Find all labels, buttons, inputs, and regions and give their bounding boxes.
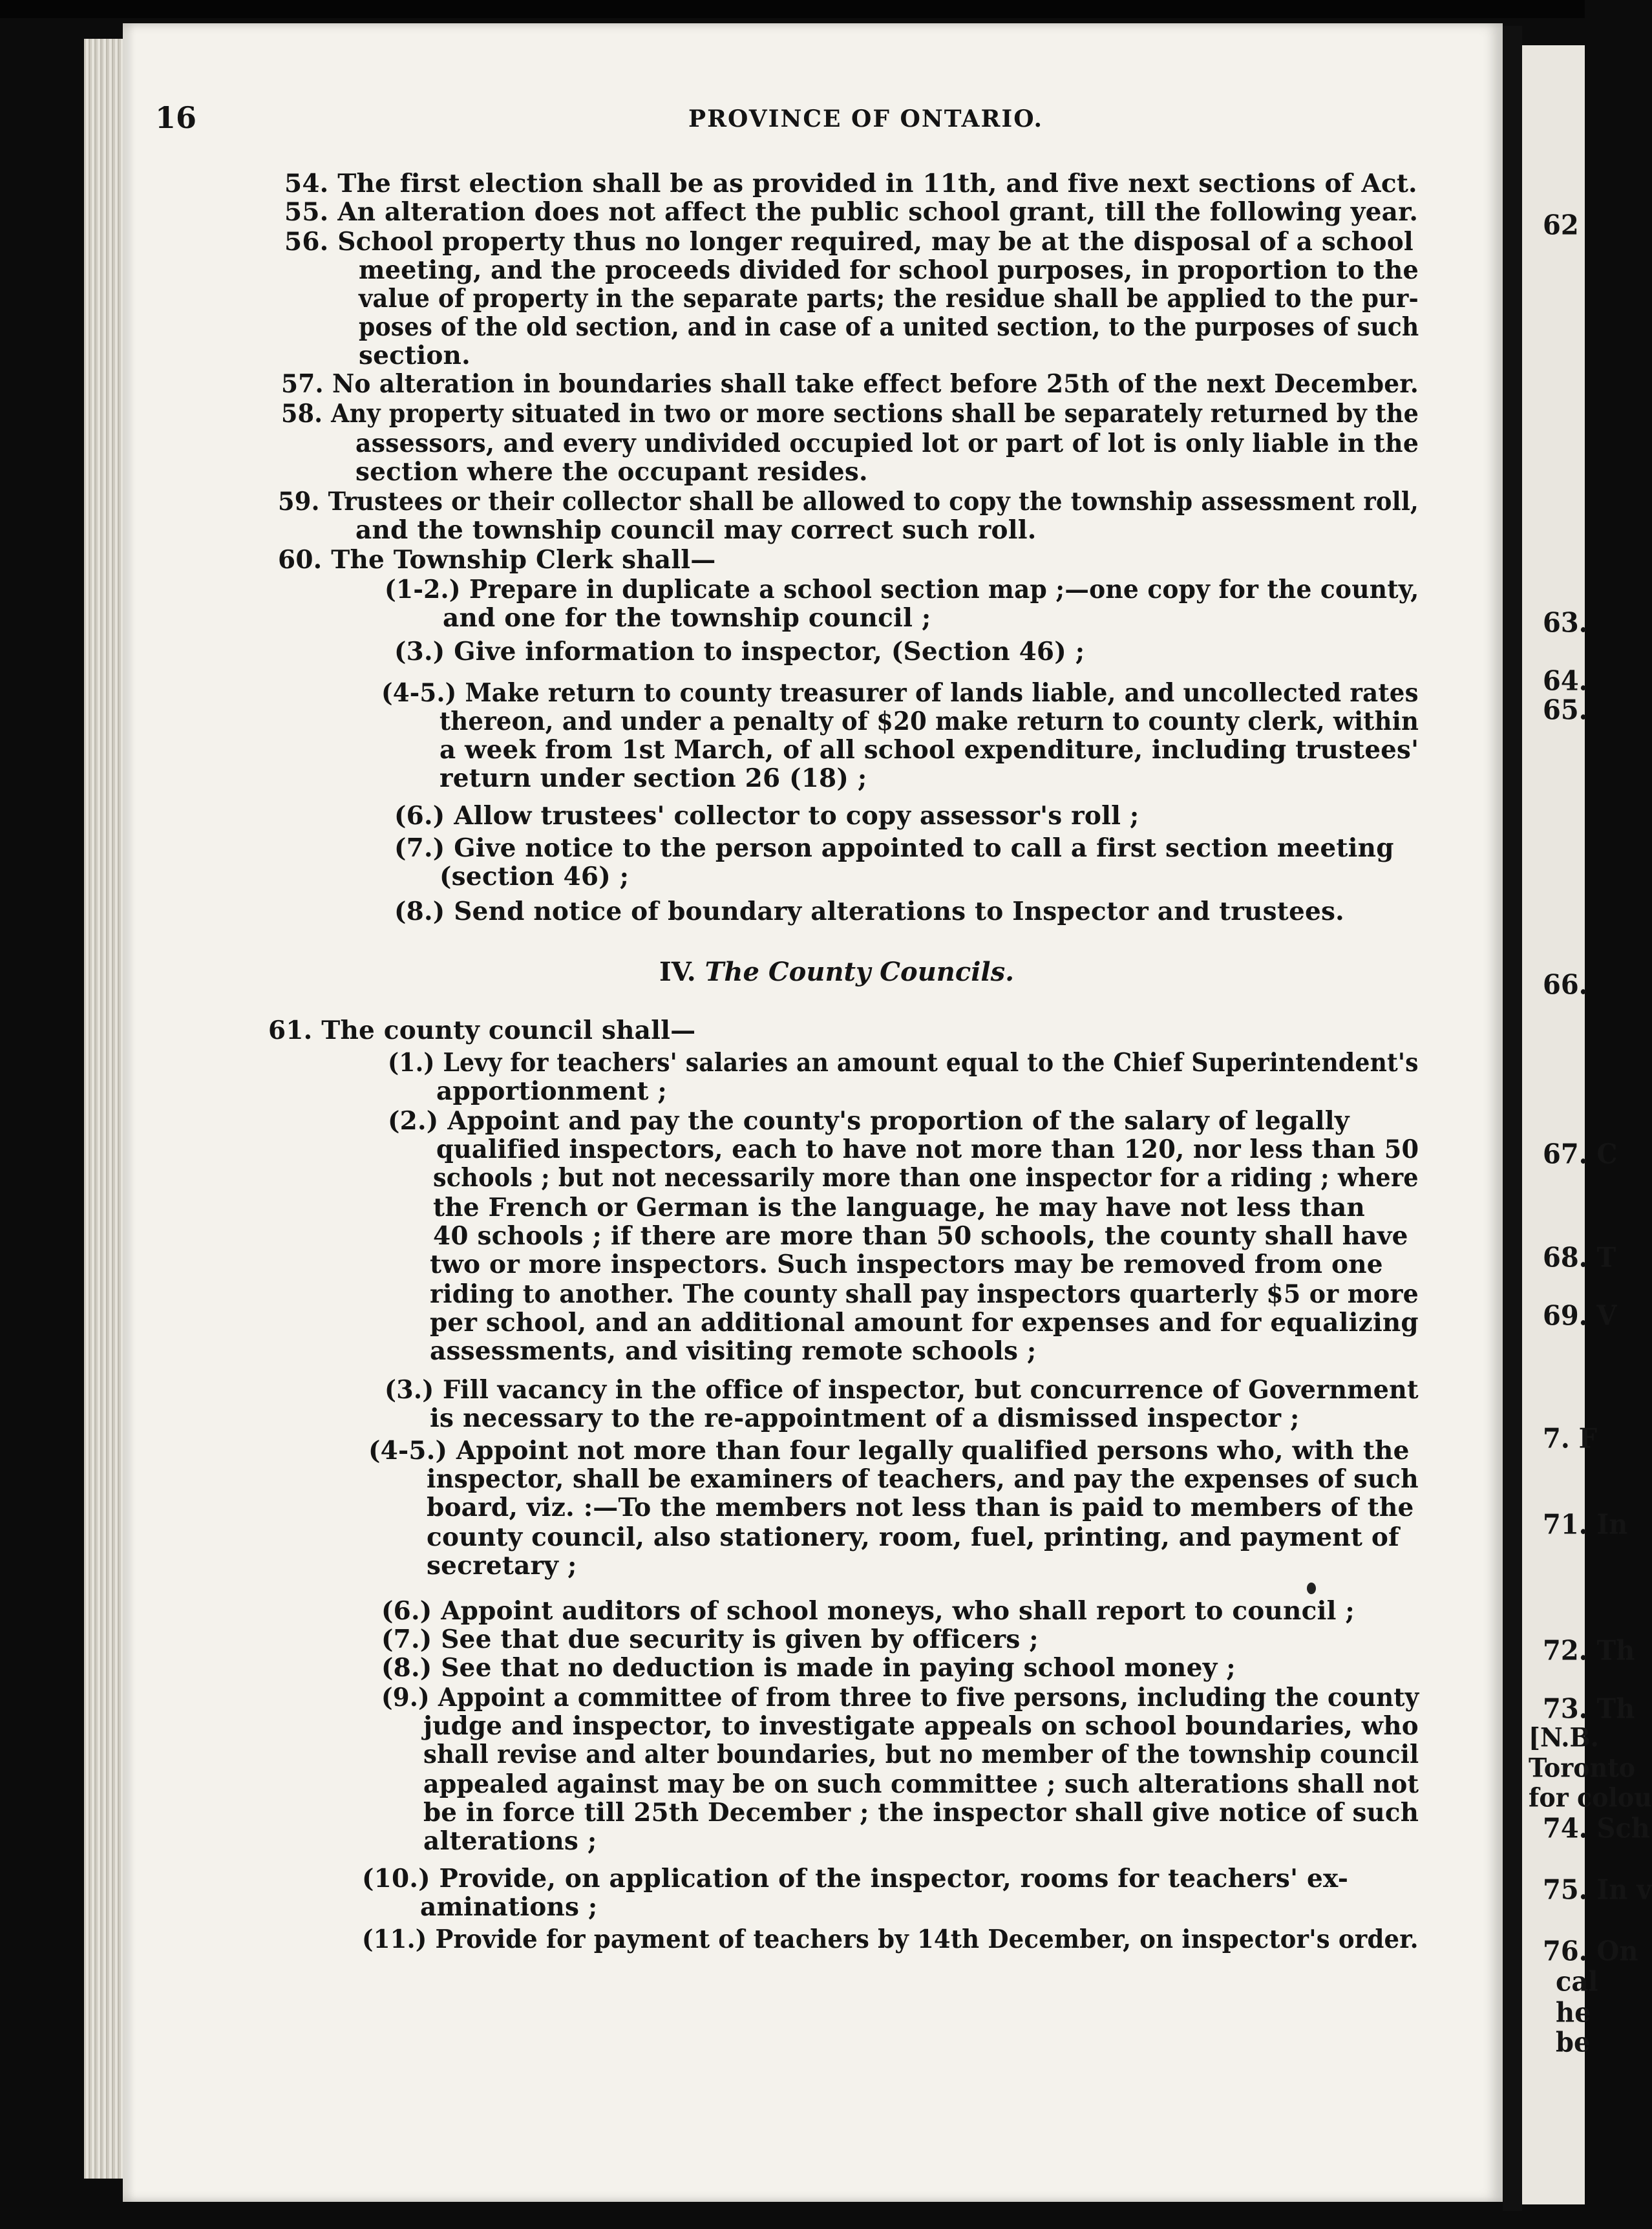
text-line: (2.) Appoint and pay the county's proportion of the salary of legally (388, 1106, 1350, 1136)
text-line: assessments, and visiting remote schools ; (430, 1336, 1037, 1366)
text-line: shall revise and alter boundaries, but no member of the township council (423, 1740, 1419, 1769)
text-line: (11.) Provide for payment of teachers by 14th December, on inspector's order. (362, 1925, 1419, 1954)
facing-line: 66. (1543, 968, 1588, 1001)
facing-line: 65. (1543, 694, 1588, 727)
text-line: county council, also stationery, room, fuel, printing, and payment of (427, 1522, 1400, 1552)
facing-line: 7. F (1543, 1422, 1598, 1455)
facing-line: he (1556, 1996, 1591, 2029)
text-line: (8.) Send notice of boundary alterations to Inspector and trustees. (394, 897, 1344, 926)
facing-line: 71. In (1543, 1508, 1628, 1541)
text-line: 57. No alteration in boundaries shall take effect before 25th of the next December. (281, 369, 1419, 399)
text-line: is necessary to the re-appointment of a dismissed inspector ; (430, 1403, 1300, 1433)
text-line: board, viz. :—To the members not less than is paid to members of the (427, 1493, 1414, 1522)
text-line: (7.) See that due security is given by officers ; (381, 1625, 1039, 1654)
text-line: (6.) Allow trustees' collector to copy assessor's roll ; (394, 801, 1139, 831)
text-line: thereon, and under a penalty of $20 make return to county clerk, within (439, 707, 1419, 736)
facing-line: 72. Th (1543, 1634, 1635, 1667)
text-line: secretary ; (427, 1551, 577, 1581)
facing-line: 62 (1543, 209, 1579, 242)
facing-line: Toronto (1529, 1752, 1636, 1784)
text-line: the French or German is the language, he may have not less than (433, 1193, 1365, 1222)
text-line: section where the occupant resides. (355, 457, 868, 487)
text-line: (10.) Provide, on application of the inspector, rooms for teachers' ex- (362, 1864, 1349, 1893)
text-line: qualified inspectors, each to have not more than 120, nor less than 50 (436, 1135, 1419, 1164)
ink-fleck (1307, 1583, 1316, 1594)
facing-line: cal (1556, 1965, 1598, 1998)
facing-line: 67. C (1543, 1138, 1618, 1171)
text-line: (6.) Appoint auditors of school moneys, who shall report to council ; (381, 1596, 1355, 1626)
text-line: section. (359, 341, 471, 370)
section-heading (659, 957, 1014, 987)
facing-line: 73. Th (1543, 1692, 1635, 1725)
text-line: meeting, and the proceeds divided for school purposes, in proportion to the (359, 255, 1419, 285)
running-head: PROVINCE OF ONTARIO. (688, 105, 1044, 133)
facing-line: 63. (1543, 606, 1588, 639)
page-number: 16 (155, 100, 197, 135)
text-line: 56. School property thus no longer required, may be at the disposal of a school (284, 227, 1414, 257)
text-line: inspector, shall be examiners of teachers, and pay the expenses of such (427, 1464, 1419, 1494)
text-line: apportionment ; (436, 1076, 667, 1106)
text-line: judge and inspector, to investigate appeals on school boundaries, who (423, 1711, 1419, 1741)
text-line: 55. An alteration does not affect the public school grant, till the following year. (284, 197, 1419, 227)
text-line: 58. Any property situated in two or more sections shall be separately returned by the (281, 399, 1419, 429)
facing-line: 64. (1543, 665, 1588, 698)
section-numeral: IV. (659, 957, 696, 987)
facing-line: 74. Sch (1543, 1812, 1650, 1845)
facing-line: for colou (1529, 1782, 1652, 1813)
text-line: a week from 1st March, of all school expenditure, including trustees' (439, 735, 1419, 765)
text-line: alterations ; (423, 1826, 597, 1856)
facing-line: be (1556, 2026, 1591, 2059)
text-line: two or more inspectors. Such inspectors may be removed from one (430, 1250, 1383, 1279)
facing-line: 68. T (1543, 1241, 1616, 1274)
facing-line: 69. V (1543, 1299, 1617, 1332)
text-line: (4-5.) Appoint not more than four legally qualified persons who, with the (368, 1436, 1410, 1466)
text-line: (4-5.) Make return to county treasurer of lands liable, and uncollected rates (381, 678, 1419, 708)
facing-line: 75. In v (1543, 1873, 1652, 1906)
text-line: and the township council may correct such roll. (355, 515, 1037, 545)
text-line: be in force till 25th December ; the inspector shall give notice of such (423, 1798, 1419, 1828)
facing-line: 76. On (1543, 1935, 1638, 1968)
text-line: 40 schools ; if there are more than 50 schools, the county shall have (433, 1221, 1408, 1251)
section-title: The County Councils. (704, 957, 1015, 987)
text-line: (section 46) ; (439, 862, 630, 891)
text-line: and one for the township council ; (443, 603, 931, 633)
text-line: 61. The county council shall— (268, 1016, 696, 1045)
text-line: value of property in the separate parts; the residue shall be applied to the pur- (359, 284, 1419, 314)
text-line: return under section 26 (18) ; (439, 763, 867, 793)
text-line: (3.) Fill vacancy in the office of inspector, but concurrence of Government (385, 1375, 1419, 1405)
text-line: (9.) Appoint a committee of from three to five persons, including the county (381, 1683, 1419, 1712)
text-line: poses of the old section, and in case of a united section, to the purposes of such (359, 312, 1419, 342)
text-line: (1-2.) Prepare in duplicate a school section map ;—one copy for the county, (385, 575, 1419, 604)
text-line: 59. Trustees or their collector shall be allowed to copy the township assessment roll, (278, 487, 1419, 517)
text-line: aminations ; (420, 1892, 598, 1922)
text-line: schools ; but not necessarily more than one inspector for a riding ; where (433, 1163, 1419, 1193)
text-line: (7.) Give notice to the person appointed to call a first section meeting (394, 833, 1394, 863)
text-line: (3.) Give information to inspector, (Section 46) ; (394, 637, 1085, 667)
text-line: (1.) Levy for teachers' salaries an amount equal to the Chief Superintendent's (388, 1048, 1419, 1078)
text-line: assessors, and every undivided occupied lot or part of lot is only liable in the (355, 429, 1419, 458)
facing-line: [N.B. (1529, 1722, 1599, 1753)
text-line: appealed against may be on such committee ; such alterations shall not (423, 1769, 1419, 1799)
text-line: riding to another. The county shall pay inspectors quarterly $5 or more (430, 1279, 1419, 1309)
text-line: per school, and an additional amount for expenses and for equalizing (430, 1308, 1419, 1338)
text-line: 60. The Township Clerk shall— (278, 545, 716, 575)
text-line: (8.) See that no deduction is made in paying school money ; (381, 1653, 1236, 1683)
text-line: 54. The first election shall be as provided in 11th, and five next sections of Act. (284, 169, 1417, 198)
